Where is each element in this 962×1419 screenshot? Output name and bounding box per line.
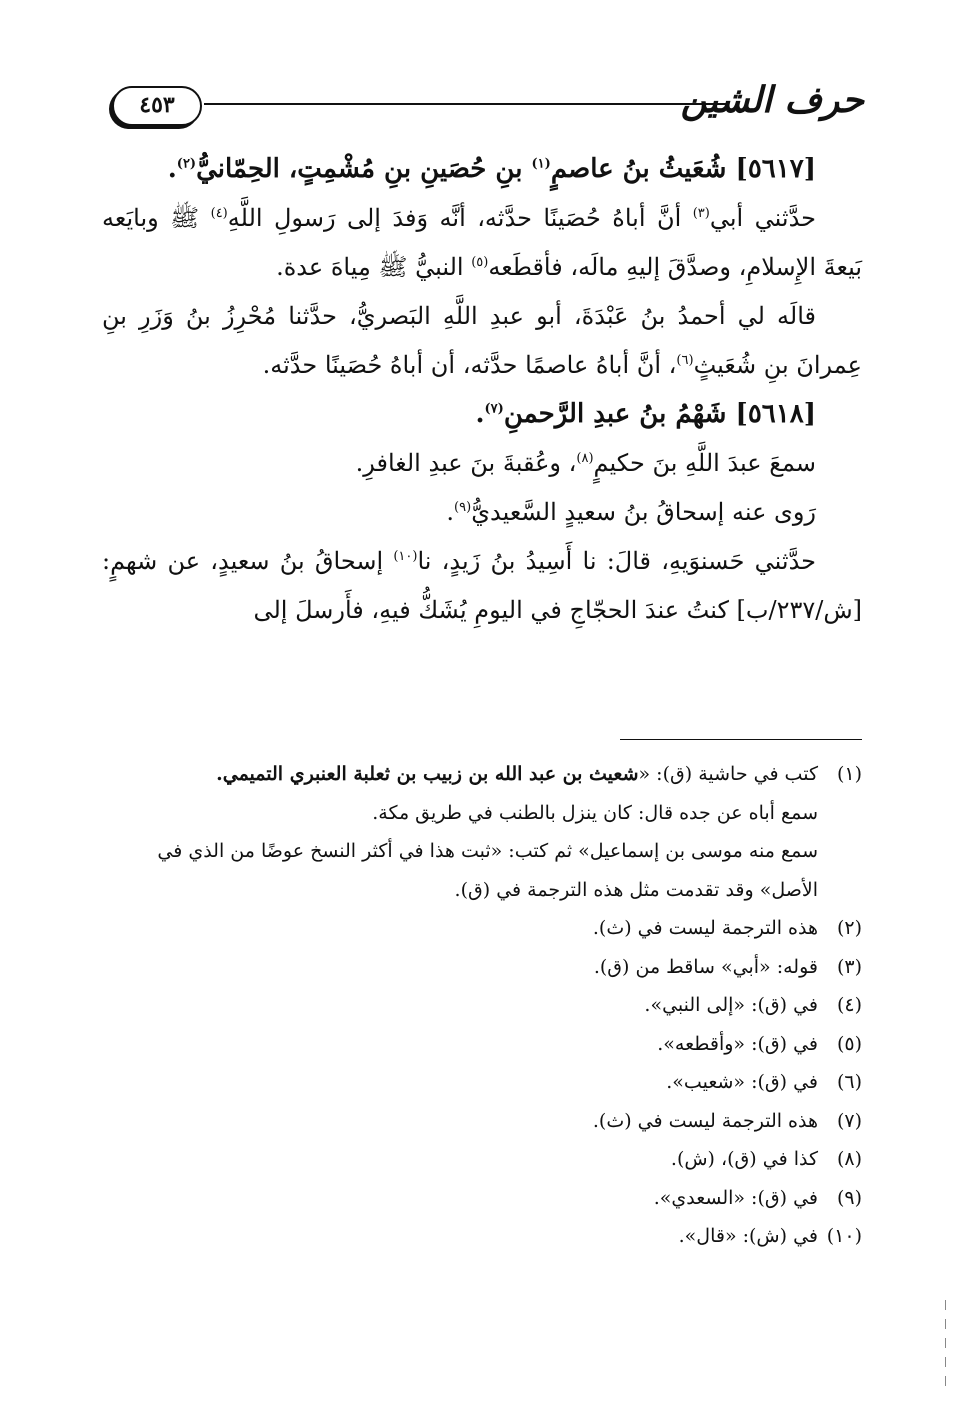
- header-rule: [204, 103, 729, 105]
- text-run: أنَّ أباهُ حُصَينًا حدَّثه، أنَّه وَفدَ إلى رَسولِ اللَّهِ: [227, 204, 693, 232]
- footnote-item: [102, 909, 862, 948]
- heading-text: [٥٦١٨] شَهْمُ بنُ عبدِ الرَّحمنِ: [503, 399, 816, 429]
- footnote-text: [102, 832, 818, 909]
- text-run: سمعَ عبدَ اللَّهِ بنَ حكيمٍ: [593, 449, 816, 477]
- footnote-item: [102, 948, 862, 987]
- footnote-ref: (٥): [471, 255, 489, 270]
- entry-heading-5618: [102, 390, 862, 439]
- footnote-text: [102, 1063, 818, 1102]
- text-run: النبيُّ ﷺ مِياهَ عدة.: [276, 253, 472, 281]
- footnote-ref: (٧): [484, 401, 504, 417]
- page-header: [112, 70, 864, 134]
- footnote-item: [102, 1179, 862, 1218]
- footnote-item: [102, 832, 862, 909]
- footnote-item: [102, 1140, 862, 1179]
- footnote-text: [102, 909, 818, 948]
- footnote-text-run: هذه الترجمة ليست في (ث).: [592, 1109, 818, 1132]
- footnote-number: (٦): [836, 1071, 862, 1093]
- text-run: ، وعُقبةَ بنَ عبدِ الغافرِ.: [355, 449, 577, 477]
- footnote-item: [102, 1063, 862, 1102]
- text-run: إسحاقُ بنُ سعيدٍ، عن شهمٍ: [ش/٢٣٧/ب] كنتُ عندَ الحجّاجِ في اليومِ يُشَكُّ فيهِ، فأَرسلَ إلى: [102, 547, 862, 624]
- footnote-number: [818, 794, 862, 833]
- heading-text: .: [475, 399, 485, 429]
- footnote-number: (٤): [836, 994, 862, 1016]
- footnote-item: [102, 755, 862, 794]
- footnote-bold-run: شعيث بن عبد الله بن زبيب بن ثعلبة العنبري التميمي.: [216, 763, 639, 785]
- heading-text: .: [167, 154, 177, 184]
- footnote-text-run: كذا في (ق)، (ش).: [670, 1148, 818, 1170]
- footnote-number: [818, 832, 862, 909]
- footnote-number: (٢): [836, 917, 862, 939]
- margin-tick-marks: [944, 1300, 948, 1395]
- footnote-text-run: قوله: «أبي» ساقط من (ق).: [593, 955, 818, 978]
- footnote-text: [102, 1025, 818, 1064]
- narration-paragraph: [102, 194, 862, 292]
- footnote-ref: (٩): [454, 500, 472, 515]
- footnote-text: [102, 1217, 818, 1256]
- text-run: رَوى عنه إسحاقُ بنُ سعيدٍ السَّعيديُّ: [471, 498, 816, 526]
- text-run: قالَه لي أحمدُ بنُ عَبْدَةَ، أبو عبدِ اللَّهِ البَصريُّ، حدَّثنا مُحْرِزُ بنُ وَزَرِ بنِ عِمرانَ بنِ شُعَيثٍ: [102, 302, 862, 379]
- footnote-text-run: سمع منه موسى بن إسماعيل» ثم كتب: «ثبت هذا في أكثر النسخ عوضًا من الذي في الأصل» وقد تقدمت مثل هذه الترجمة في (ق).: [157, 840, 818, 901]
- narration-paragraph: [102, 537, 862, 635]
- text-run: حدَّثني أبي: [709, 204, 817, 232]
- footnote-ref: (٨): [576, 451, 594, 466]
- footnotes-section: [102, 755, 862, 1256]
- footnote-text: [102, 755, 818, 794]
- narration-line: [102, 488, 862, 537]
- footnote-text-run: في (ق): «السعدي».: [653, 1186, 818, 1209]
- footnote-text: [102, 1140, 818, 1179]
- text-run: ، أنَّ أباهُ عاصمًا حدَّثه، أن أباهُ حُصَينًا حدَّثه.: [262, 351, 677, 379]
- chapter-title: حرف الشين: [680, 79, 864, 121]
- footnote-number: (٣): [836, 955, 862, 978]
- footnote-item: [102, 1102, 862, 1141]
- footnote-number: (٩): [836, 1186, 862, 1209]
- footnote-text-run: في (ش): «قال».: [678, 1225, 818, 1247]
- page-number-badge: ٤٥٣: [112, 86, 202, 126]
- narration-paragraph: [102, 292, 862, 390]
- text-run: .: [446, 498, 455, 526]
- footnote-number: (١٠): [826, 1225, 862, 1247]
- footnote-item: [102, 794, 862, 833]
- footnote-text: [102, 1179, 818, 1218]
- entry-heading-5617: [102, 145, 862, 194]
- heading-text: بنِ حُصَينِ بنِ مُشْمِتٍ، الحِمّانيُّ: [196, 154, 532, 184]
- footnote-text: [102, 794, 818, 833]
- footnote-number: (٨): [836, 1148, 862, 1170]
- footnote-ref: (٦): [676, 353, 694, 368]
- footnote-text: [102, 1102, 818, 1141]
- footnote-text-run: في (ق): «إلى النبي».: [644, 994, 818, 1016]
- footnote-separator: [620, 739, 862, 740]
- footnote-item: [102, 1217, 862, 1256]
- main-text: [102, 145, 862, 635]
- text-run: ﷺ وبايَعه بَيعةَ الإِسلامِ، وصدَّقَ إليهِ مالَه، فأقطَعه: [102, 204, 862, 281]
- footnote-ref: (١): [531, 156, 551, 172]
- footnote-text-run: في (ق): «وأقطعه».: [657, 1032, 818, 1055]
- footnote-ref: (٢): [176, 156, 197, 172]
- footnote-text: [102, 986, 818, 1025]
- footnote-text-run: هذه الترجمة ليست في (ث).: [592, 917, 818, 939]
- footnote-text-run: كتب في حاشية (ق): «: [638, 763, 818, 785]
- footnote-ref: (٣): [692, 206, 710, 221]
- footnote-item: [102, 986, 862, 1025]
- footnote-item: [102, 1025, 862, 1064]
- footnote-number: (٧): [836, 1109, 862, 1132]
- footnote-text: [102, 948, 818, 987]
- narration-line: [102, 439, 862, 488]
- footnote-text-run: سمع أباه عن جده قال: كان ينزل بالطنب في طريق مكة.: [372, 801, 818, 824]
- footnote-text-run: في (ق): «شعيب».: [666, 1071, 818, 1093]
- footnote-ref: (١٠): [393, 549, 418, 564]
- footnote-number: (١): [836, 763, 862, 785]
- text-run: حدَّثني حَسنوَيهِ، قالَ: نا أَسِيدُ بنُ زَيدٍ، نا: [417, 547, 817, 575]
- footnote-ref: (٤): [210, 206, 228, 221]
- footnote-number: (٥): [836, 1032, 862, 1055]
- heading-text: [٥٦١٧] شُعَيثُ بنُ عاصمٍ: [550, 154, 816, 184]
